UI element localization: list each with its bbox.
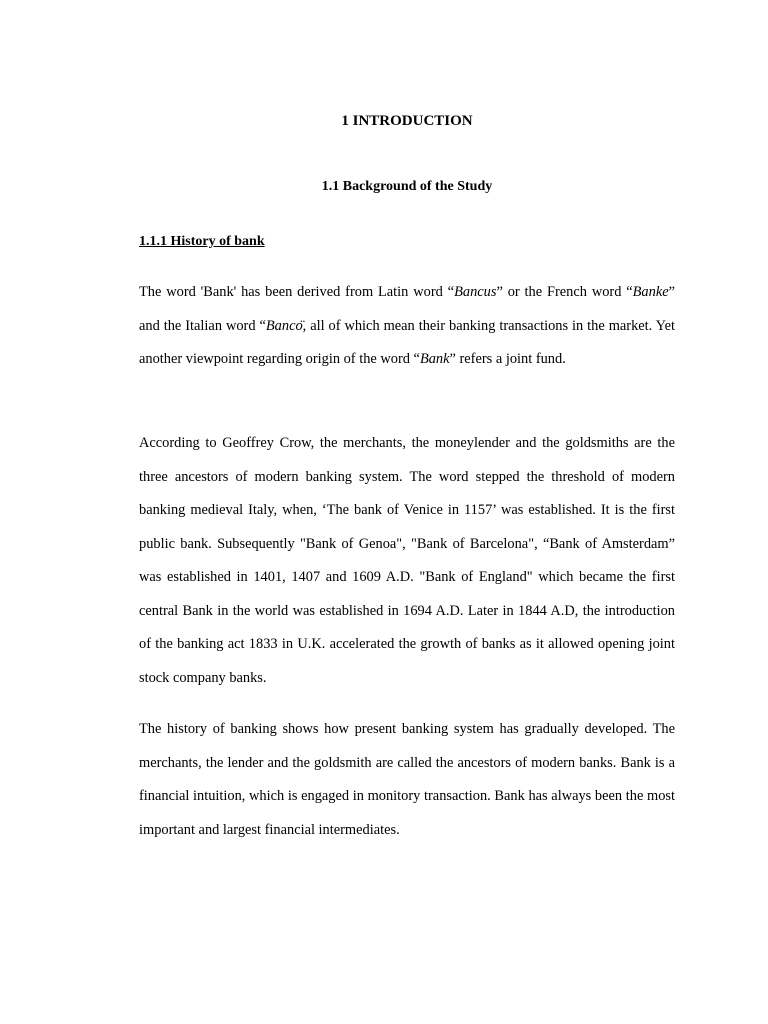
text-run: ” and the Italian word “ <box>139 284 675 334</box>
chapter-title: 1 INTRODUCTION <box>341 113 473 129</box>
italic-term: Bank <box>419 351 450 367</box>
body-paragraph <box>139 276 675 377</box>
body-paragraph <box>139 713 675 847</box>
italic-term: Bancus <box>454 284 497 300</box>
text-run: ̈, all of which mean their banking transactions in the market. Yet another viewpoint regarding origin of the word “ <box>139 317 675 367</box>
text-run: The history of banking shows how present banking system has gradually developed. The merchants, the lender and the goldsmith are called the ancestors of modern banks. Bank is a financial intuition, which is engaged in monitory transaction. Bank has always been the most important and largest financial intermediates. <box>139 721 675 838</box>
subsection-title: 1.1.1 History of bank <box>139 234 265 249</box>
section-title: 1.1 Background of the Study <box>321 179 493 194</box>
text-run: The word 'Bank' has been derived from Latin word “ <box>139 284 455 300</box>
italic-term: Banco <box>265 317 303 334</box>
text-run: ” or the French word “ <box>496 284 633 300</box>
body-paragraph <box>139 427 675 695</box>
text-run: ” refers a joint fund. <box>449 351 566 367</box>
text-run: According to Geoffrey Crow, the merchants, the moneylender and the goldsmiths are the three ancestors of modern banking system. The word stepped the threshold of modern banking medieval Italy, when, ‘The bank of Venice in 1157’ was established. It is the first public bank. Subsequently "Bank of Genoa", "Bank of Barcelona", “Bank of Amsterdam” was established in 1401, 1407 and 1609 A.D. "Bank of England" which became the first central Bank in the world was established in 1694 A.D. Later in 1844 A.D, the introduction of the banking act 1833 in U.K. accelerated the growth of banks as it allowed opening joint stock company banks. <box>139 435 675 686</box>
italic-term: Banke <box>632 284 669 300</box>
